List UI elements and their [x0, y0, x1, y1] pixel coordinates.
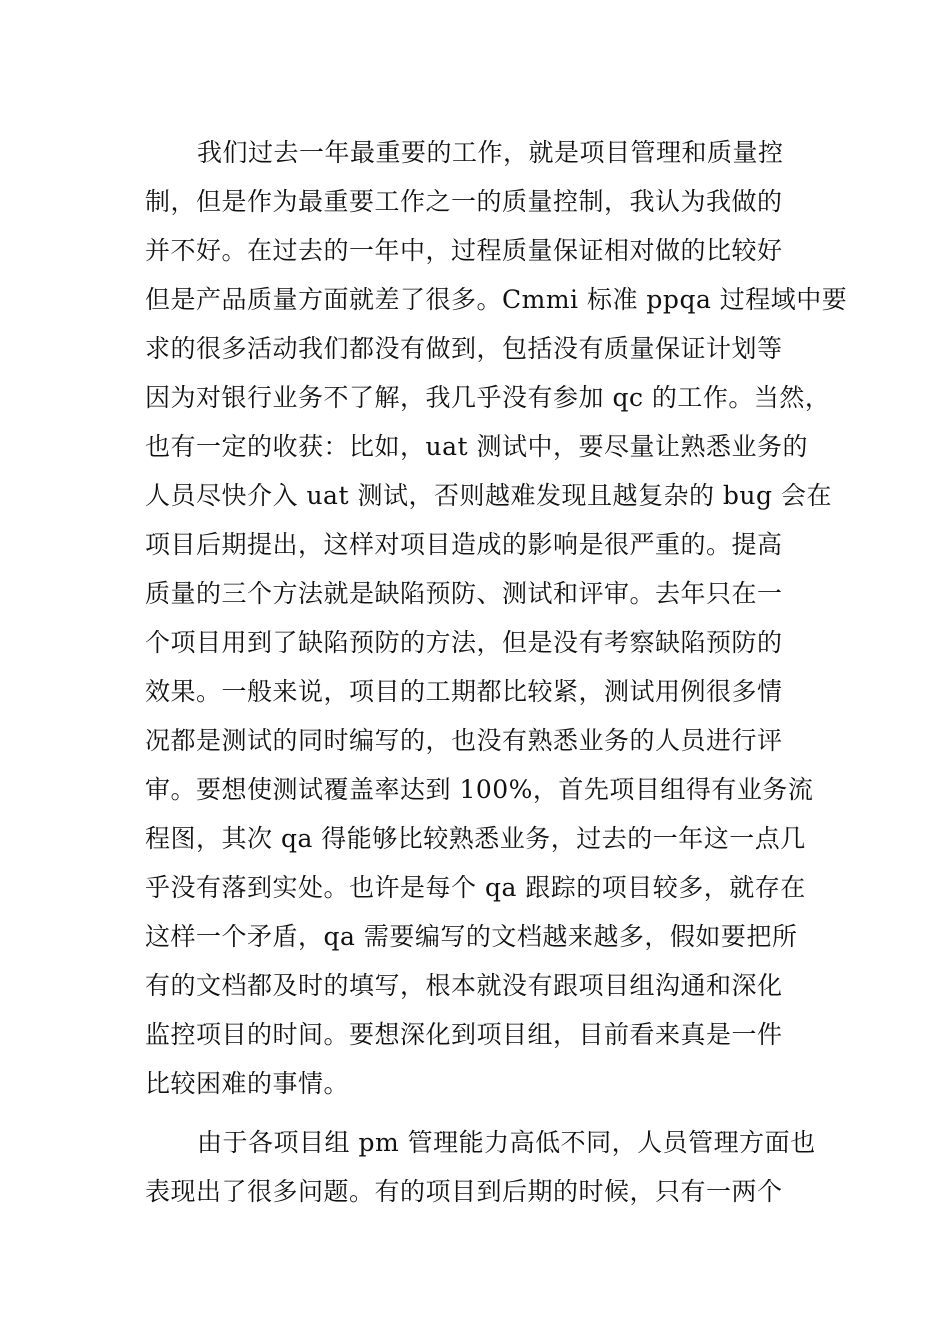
text-line: 况都是测试的同时编写的，也没有熟悉业务的人员进行评: [145, 726, 783, 755]
text-line: 并不好。在过去的一年中，过程质量保证相对做的比较好: [145, 236, 783, 265]
text-line: 程图，其次 qa 得能够比较熟悉业务，过去的一年这一点几: [145, 824, 806, 853]
text-line: 监控项目的时间。要想深化到项目组，目前看来真是一件: [145, 1020, 783, 1049]
text-line: 人员尽快介入 uat 测试，否则越难发现且越复杂的 bug 会在: [145, 481, 832, 510]
text-line: 表现出了很多问题。有的项目到后期的时候，只有一两个: [145, 1177, 783, 1206]
text-line: 这样一个矛盾，qa 需要编写的文档越来越多，假如要把所: [145, 922, 798, 951]
text-line: 质量的三个方法就是缺陷预防、测试和评审。去年只在一: [145, 579, 783, 608]
text-line: 比较困难的事情。: [145, 1069, 350, 1098]
text-line: 求的很多活动我们都没有做到，包括没有质量保证计划等: [145, 334, 783, 363]
text-line: 有的文档都及时的填写，根本就没有跟项目组沟通和深化: [145, 971, 783, 1000]
text-line: 也有一定的收获：比如，uat 测试中，要尽量让熟悉业务的: [145, 432, 809, 461]
paragraph-2: [145, 1118, 825, 1216]
text-line: 乎没有落到实处。也许是每个 qa 跟踪的项目较多，就存在: [145, 873, 806, 902]
text-line: 由于各项目组 pm 管理能力高低不同，人员管理方面也: [197, 1128, 816, 1157]
text-line: 项目后期提出，这样对项目造成的影响是很严重的。提高: [145, 530, 783, 559]
text-line: 我们过去一年最重要的工作，就是项目管理和质量控: [197, 138, 784, 167]
text-line: 个项目用到了缺陷预防的方法，但是没有考察缺陷预防的: [145, 628, 783, 657]
text-line: 审。要想使测试覆盖率达到 100%，首先项目组得有业务流: [145, 775, 814, 804]
text-line: 因为对银行业务不了解，我几乎没有参加 qc 的工作。当然，: [145, 383, 831, 412]
text-line: 效果。一般来说，项目的工期都比较紧，测试用例很多情: [145, 677, 783, 706]
text-line: 但是产品质量方面就差了很多。Cmmi 标准 ppqa 过程域中要: [145, 285, 848, 314]
paragraph-1: [145, 128, 848, 1108]
text-line: 制，但是作为最重要工作之一的质量控制，我认为我做的: [145, 187, 783, 216]
